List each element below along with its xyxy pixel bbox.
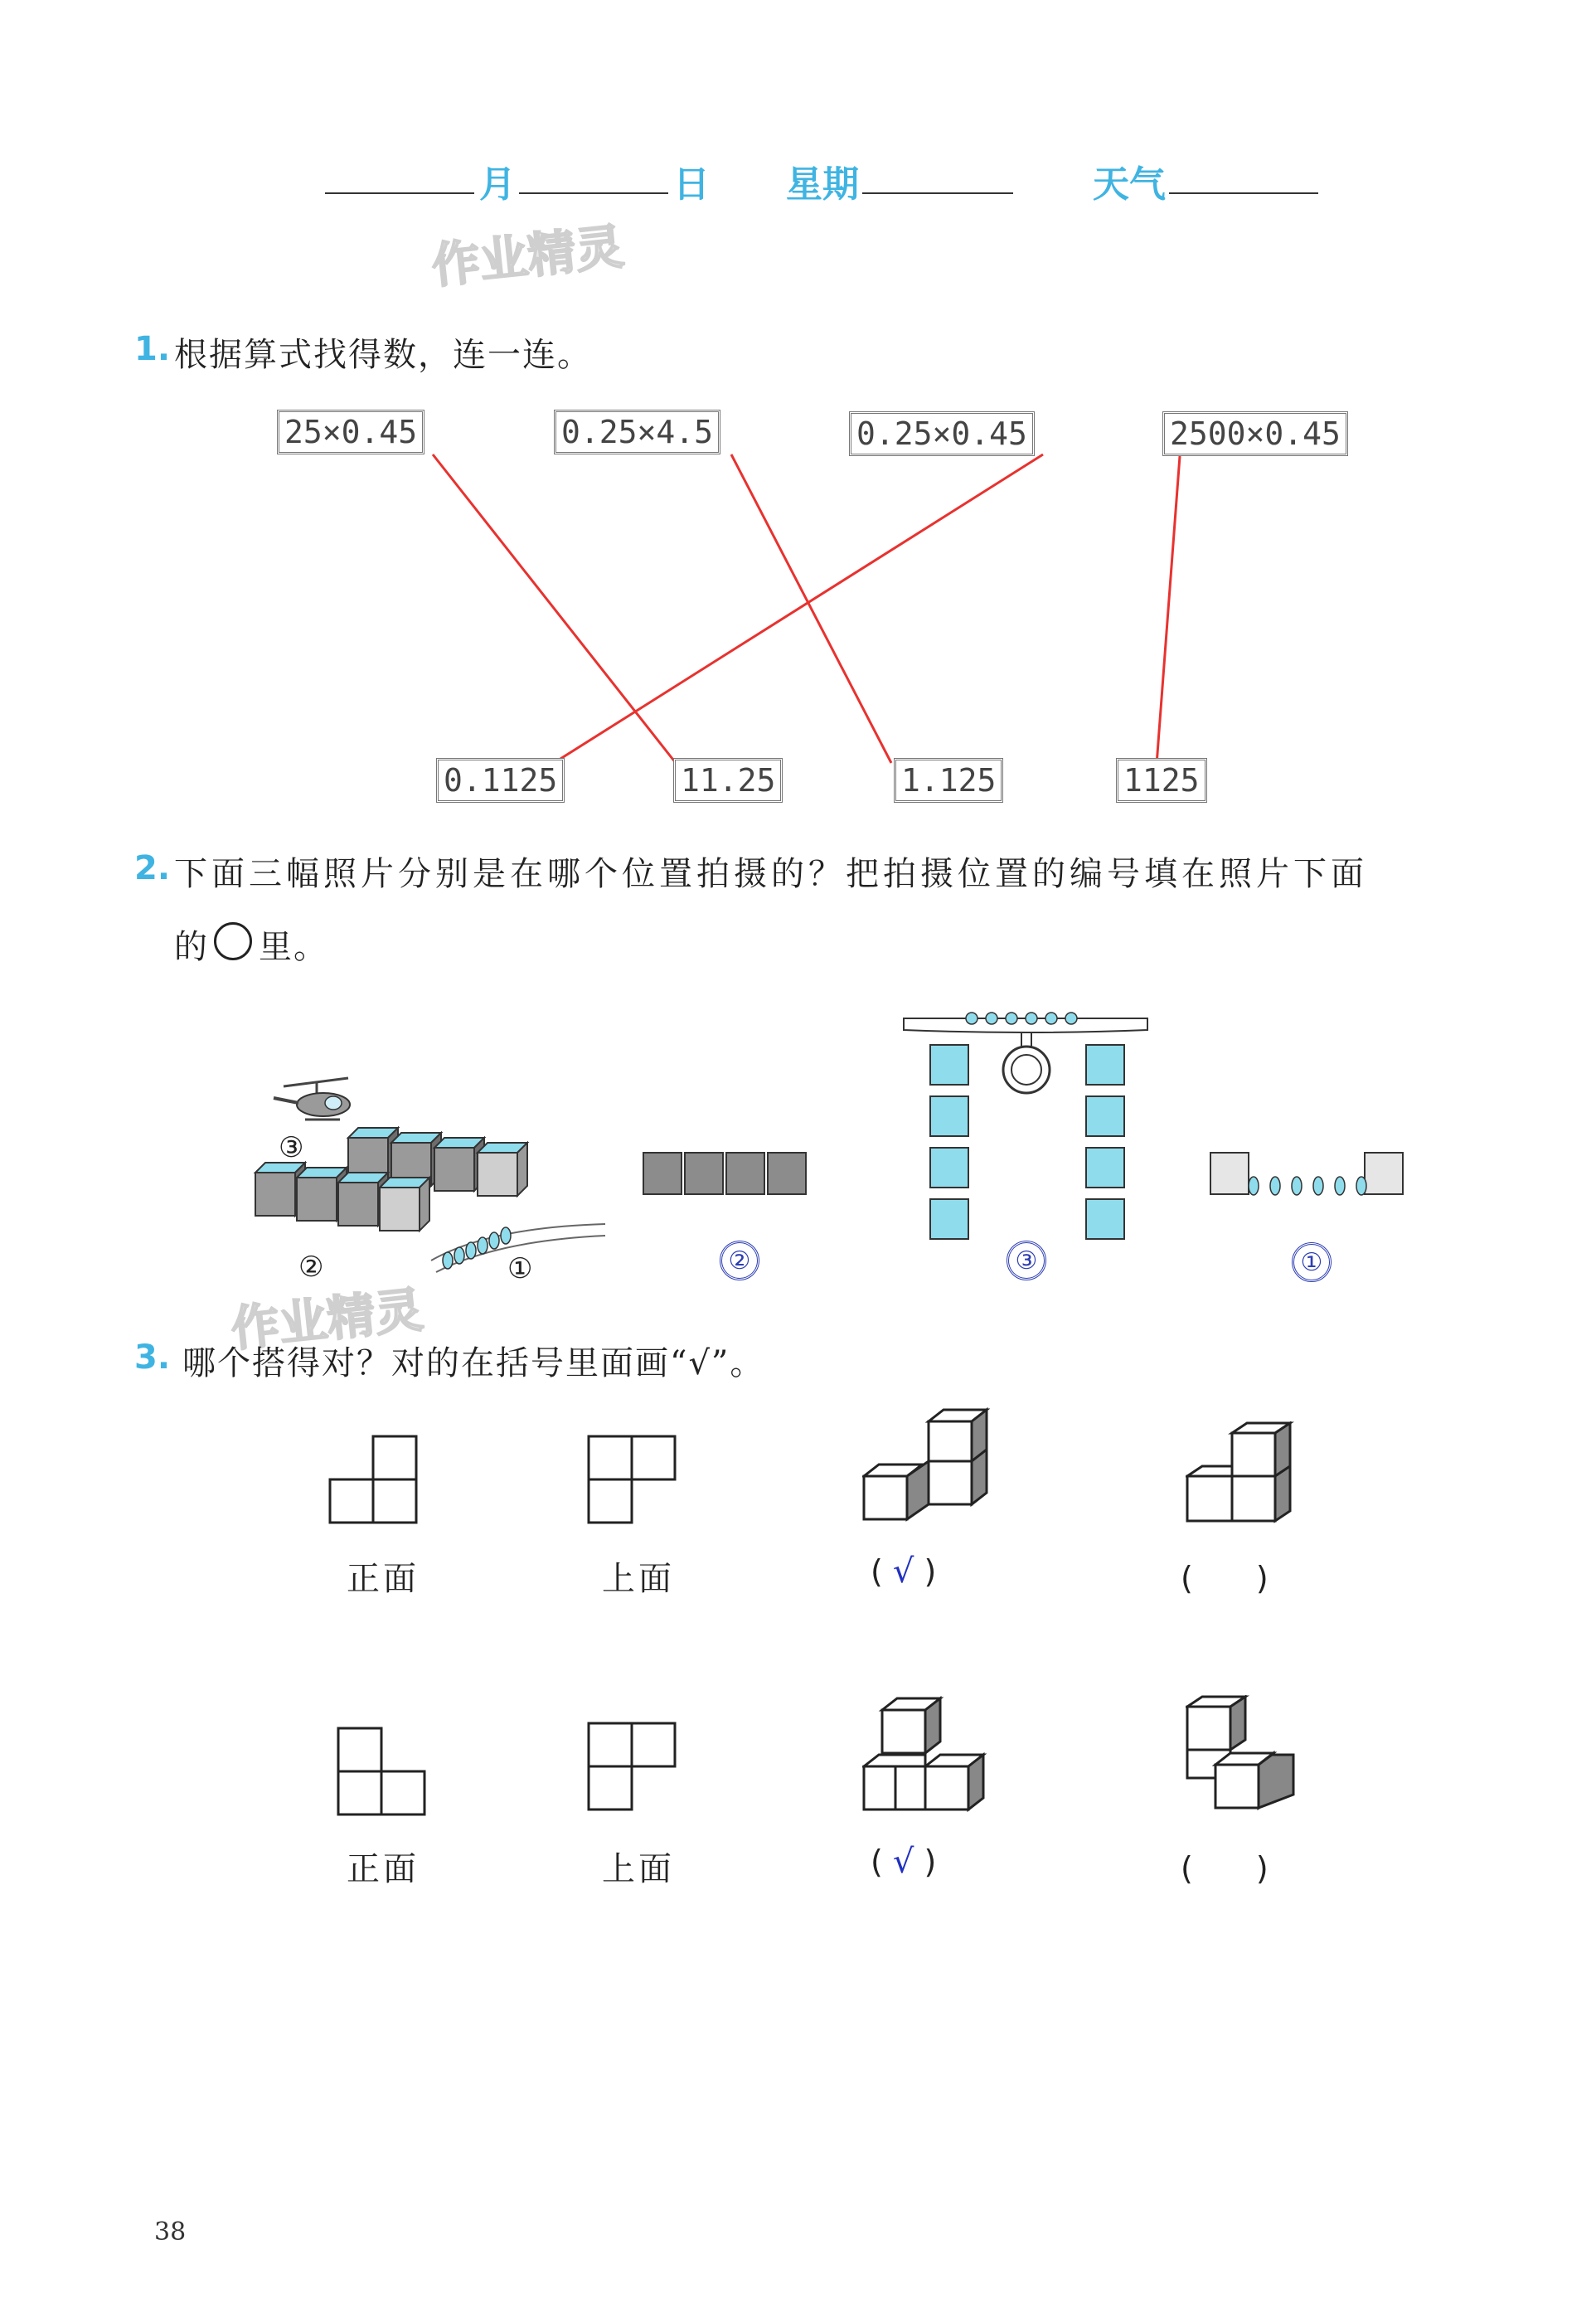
row2-front-view [337,1725,433,1821]
q3-number: 3. [134,1338,171,1377]
q1-top-box-2[interactable]: 0.25×4.5 [554,410,720,454]
row2-answer-b[interactable]: ( ) [1181,1850,1269,1887]
q1-top-box-1[interactable]: 25×0.45 [277,410,424,454]
photo-a-answer[interactable]: ② [720,1241,759,1280]
q1-top-box-3[interactable]: 0.25×0.45 [849,411,1035,456]
answer-circle-icon [214,922,252,960]
page-number: 38 [154,2218,187,2247]
scene-label-1: ① [507,1252,533,1285]
q2-text-line2-b: 里。 [259,928,328,966]
row2-top-view [587,1720,683,1816]
q1-text: 根据算式找得数，连一连。 [174,336,592,374]
q2-text-line1: 下面三幅照片分别是在哪个位置拍摄的？把拍摄位置的编号填在照片下面 [174,855,1368,893]
line-0.25x4.5-to-1.125 [731,454,891,763]
line-25x0.45-to-11.25 [433,454,676,763]
q3-text: 哪个搭得对？对的在括号里面画“√”。 [182,1344,765,1382]
weather-label: 天气 [1093,163,1166,206]
photo-b-answer[interactable]: ③ [1007,1241,1046,1280]
check-mark-icon: √ [892,1843,914,1881]
row2-top-label: 上面 [602,1850,675,1888]
row2-option-a-cubes [862,1695,995,1819]
row2-option-b-cubes [1186,1695,1318,1819]
q1-number: 1. [134,330,171,368]
row1-option-a-cubes [862,1406,995,1531]
scene-label-2: ② [298,1251,324,1284]
q1-bottom-box-4[interactable]: 1125 [1116,758,1207,803]
q2-text-line2-a: 的 [174,928,209,966]
q1-bottom-box-2[interactable]: 11.25 [673,758,783,803]
row1-answer-b[interactable]: ( ) [1181,1560,1269,1596]
q2-number: 2. [134,849,171,887]
row2-front-label: 正面 [347,1850,420,1888]
row1-top-view [587,1433,683,1529]
row1-front-label: 正面 [347,1560,420,1598]
row1-option-b-cubes [1186,1421,1318,1534]
q1-bottom-box-3[interactable]: 1.125 [894,758,1003,803]
q1-bottom-box-1[interactable]: 0.1125 [436,758,565,803]
photo-c-side-view [1207,1149,1411,1199]
watermark-logo: 作业精灵 [429,218,627,294]
q1-connection-lines [0,0,1596,829]
check-mark-icon: √ [892,1552,914,1591]
row1-front-view [328,1433,424,1529]
q2-scene-illustration [240,1070,622,1302]
line-0.25x0.45-to-0.1125 [554,454,1043,763]
watermark-logo-2: 作业精灵 [228,1281,426,1358]
photo-a-front-view [642,1149,841,1199]
photo-b-top-view [902,1010,1156,1259]
water-drops-icon [443,1227,511,1269]
weekday-label: 星期 [786,163,859,206]
day-label: 日 [673,163,710,206]
helicopter-icon [274,1078,350,1120]
row2-answer-a[interactable]: ( √ ) [871,1843,937,1881]
q1-top-box-4[interactable]: 2500×0.45 [1162,411,1348,456]
line-2500x0.45-to-1125 [1157,456,1180,765]
row1-top-label: 上面 [602,1560,675,1598]
month-label: 月 [479,163,516,206]
photo-c-answer[interactable]: ① [1292,1242,1332,1282]
row1-answer-a[interactable]: ( √ ) [871,1552,937,1591]
scene-label-3: ③ [279,1131,304,1164]
